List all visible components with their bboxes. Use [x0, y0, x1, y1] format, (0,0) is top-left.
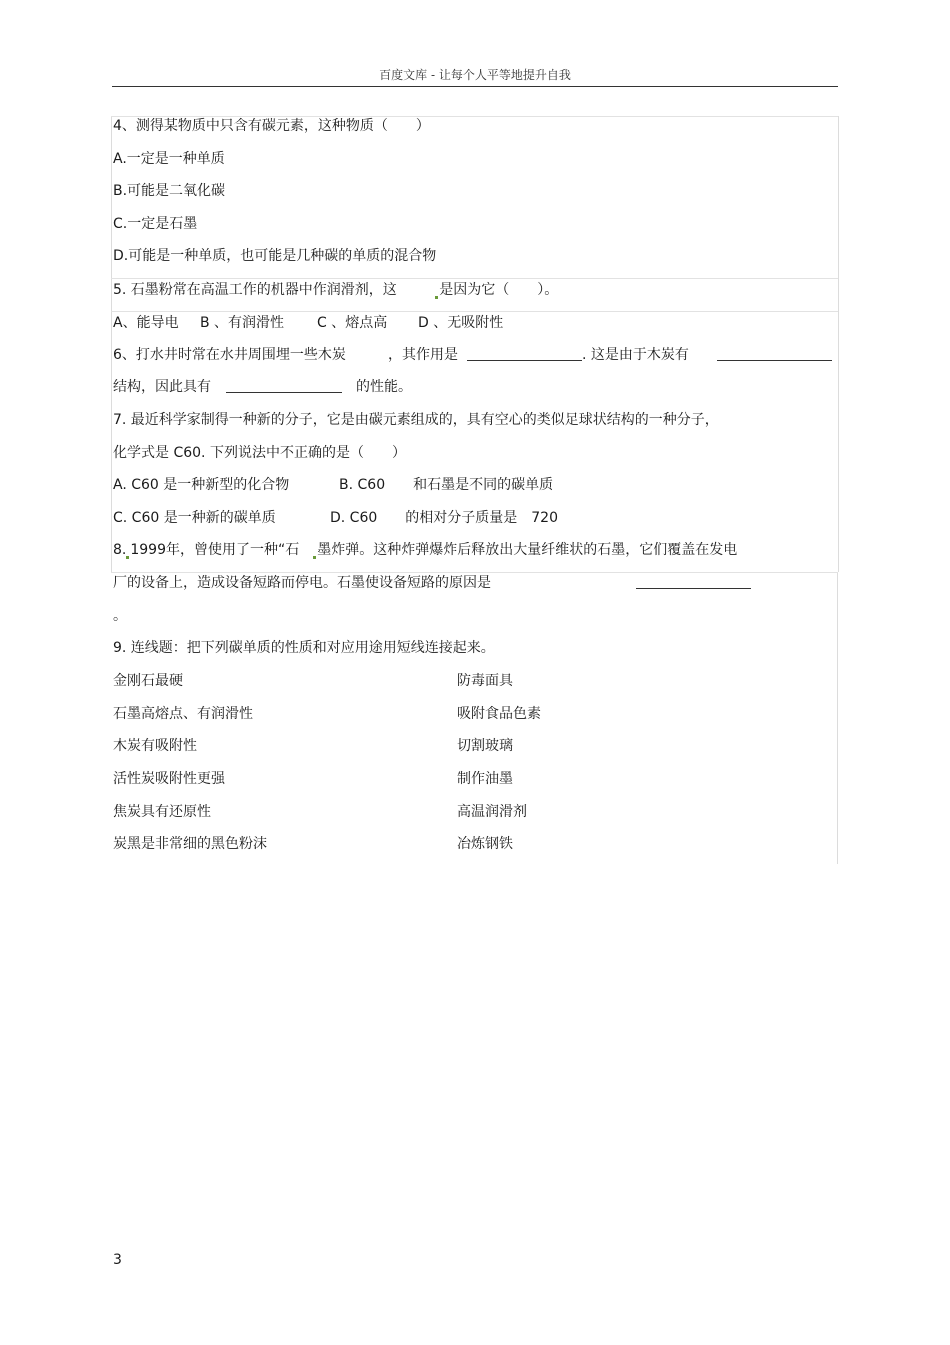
q9-right-item: 吸附食品色素 [457, 706, 541, 722]
q9-right-item: 冶炼钢铁 [457, 836, 513, 852]
content-frame-bottom [837, 572, 838, 864]
frame-line [111, 311, 838, 312]
q7-option-b: B. C60 和石墨是不同的碳单质 [339, 477, 554, 493]
edit-mark [435, 296, 438, 299]
q6-text: 6、打水井时常在水井周围埋一些木炭 [113, 347, 346, 363]
edit-mark [126, 556, 129, 559]
q4-option-c: C.一定是石墨 [113, 216, 198, 232]
q8-text: 厂的设备上，造成设备短路而停电。石墨使设备短路的原因是 [113, 575, 491, 591]
q8-text: 1999年，曾使用了一种“石 [130, 542, 300, 558]
q8-line1 [113, 541, 833, 559]
q6-text: . 这是由于木炭有 [582, 347, 689, 363]
q5-stem-part: 5. 石墨粉常在高温工作的机器中作润滑剂，这 [113, 282, 397, 298]
q5-option-a: A、能导电 [113, 315, 179, 331]
answer-blank[interactable] [717, 346, 832, 361]
page-number: 3 [113, 1252, 122, 1268]
q7-option-c: C. C60 是一种新的碳单质 [113, 510, 276, 526]
q5-stem-part: 是因为它（ ）。 [439, 282, 559, 298]
q4-option-d: D.可能是一种单质，也可能是几种碳的单质的混合物 [113, 248, 437, 264]
q9-left-item: 金刚石最硬 [113, 673, 183, 689]
q9-left-item: 炭黑是非常细的黑色粉沫 [113, 836, 267, 852]
q5-option-b: B 、有润滑性 [200, 315, 285, 331]
q9-left-item: 石墨高熔点、有润滑性 [113, 706, 253, 722]
q8-end: 。 [113, 608, 127, 624]
q9-left-item: 木炭有吸附性 [113, 738, 197, 754]
q6-text: ，其作用是 [388, 347, 458, 363]
header-rule [112, 86, 838, 87]
q9-right-item: 高温润滑剂 [457, 804, 527, 820]
q9-stem: 9. 连线题：把下列碳单质的性质和对应用途用短线连接起来。 [113, 640, 495, 656]
q9-right-item: 切割玻璃 [457, 738, 513, 754]
frame-line [111, 572, 838, 573]
q4-stem: 4、测得某物质中只含有碳元素，这种物质（ ） [113, 118, 430, 134]
q7-option-d: D. C60 的相对分子质量是 720 [330, 510, 558, 526]
q7-stem-line1: 7. 最近科学家制得一种新的分子，它是由碳元素组成的，具有空心的类似足球状结构的一种分子， [113, 412, 719, 428]
q9-right-item: 防毒面具 [457, 673, 513, 689]
q5-stem [113, 281, 833, 299]
q7-option-a: A. C60 是一种新型的化合物 [113, 477, 290, 493]
q9-right-item: 制作油墨 [457, 771, 513, 787]
frame-line [111, 278, 838, 279]
q5-option-c: C 、熔点高 [317, 315, 388, 331]
q6-text: 的性能。 [356, 379, 412, 395]
q4-option-b: B.可能是二氧化碳 [113, 183, 226, 199]
answer-blank[interactable] [636, 574, 751, 589]
q5-option-d: D 、无吸附性 [418, 315, 504, 331]
q6-text: 结构，因此具有 [113, 379, 211, 395]
answer-blank[interactable] [226, 378, 342, 393]
q8-text: 8. [113, 542, 127, 558]
q8-text: 墨炸弹。这种炸弹爆炸后释放出大量纤维状的石墨，它们覆盖在发电 [317, 542, 738, 558]
q9-left-item: 活性炭吸附性更强 [113, 771, 225, 787]
edit-mark [313, 556, 316, 559]
page-header: 百度文库 - 让每个人平等地提升自我 [379, 68, 571, 82]
answer-blank[interactable] [467, 346, 582, 361]
q4-option-a: A.一定是一种单质 [113, 151, 225, 167]
q9-left-item: 焦炭具有还原性 [113, 804, 211, 820]
q7-stem-line2: 化学式是 C60. 下列说法中不正确的是（ ） [113, 445, 406, 461]
